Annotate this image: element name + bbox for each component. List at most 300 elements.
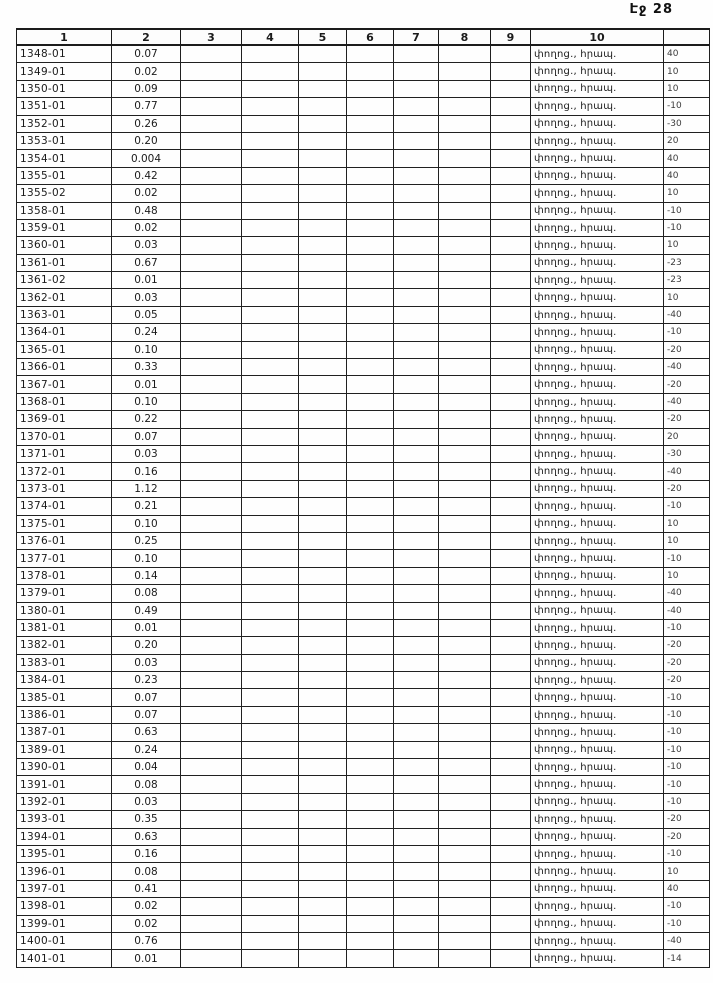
land-use-note-cell: փողոց., հրապ.	[531, 98, 664, 115]
empty-cell	[394, 219, 439, 236]
handwritten-margin-annotation: -20	[664, 411, 710, 428]
area-value-cell: 0.01	[112, 376, 181, 393]
handwritten-margin-annotation: -30	[664, 445, 710, 462]
empty-cell	[347, 376, 394, 393]
table-row	[17, 532, 710, 549]
table-row	[17, 150, 710, 167]
empty-cell	[491, 498, 531, 515]
empty-cell	[439, 254, 491, 271]
table-row	[17, 272, 710, 289]
table-row	[17, 80, 710, 97]
land-use-note-cell: փողոց., հրապ.	[531, 654, 664, 671]
table-row	[17, 811, 710, 828]
land-use-note-cell: փողոց., հրապ.	[531, 463, 664, 480]
empty-cell	[181, 515, 242, 532]
empty-cell	[347, 306, 394, 323]
parcel-id-cell: 1369-01	[17, 411, 112, 428]
parcel-id-cell: 1379-01	[17, 585, 112, 602]
column-header-2: 2	[112, 29, 181, 45]
area-value-cell: 0.63	[112, 724, 181, 741]
land-use-note-cell: փողոց., հրապ.	[531, 793, 664, 810]
parcel-id-cell: 1377-01	[17, 550, 112, 567]
land-use-note-cell: փողոց., հրապ.	[531, 950, 664, 967]
table-row	[17, 289, 710, 306]
empty-cell	[299, 602, 347, 619]
area-value-cell: 0.10	[112, 393, 181, 410]
empty-cell	[242, 306, 299, 323]
handwritten-margin-annotation: -10	[664, 759, 710, 776]
empty-cell	[181, 98, 242, 115]
parcel-id-cell: 1373-01	[17, 480, 112, 497]
handwritten-margin-annotation: -10	[664, 898, 710, 915]
empty-cell	[394, 550, 439, 567]
empty-cell	[347, 463, 394, 480]
parcel-id-cell: 1390-01	[17, 759, 112, 776]
land-use-note-cell: փողոց., հրապ.	[531, 237, 664, 254]
empty-cell	[347, 272, 394, 289]
empty-cell	[439, 602, 491, 619]
empty-cell	[347, 672, 394, 689]
land-use-note-cell: փողոց., հրապ.	[531, 63, 664, 80]
empty-cell	[181, 532, 242, 549]
empty-cell	[181, 167, 242, 184]
empty-cell	[242, 324, 299, 341]
empty-cell	[394, 950, 439, 967]
empty-cell	[347, 550, 394, 567]
empty-cell	[491, 167, 531, 184]
empty-cell	[242, 498, 299, 515]
empty-cell	[242, 515, 299, 532]
table-row	[17, 706, 710, 723]
land-use-note-cell: փողոց., հրապ.	[531, 498, 664, 515]
empty-cell	[394, 724, 439, 741]
column-header-9: 9	[491, 29, 531, 45]
empty-cell	[347, 880, 394, 897]
handwritten-margin-annotation: -23	[664, 272, 710, 289]
empty-cell	[439, 515, 491, 532]
empty-cell	[299, 741, 347, 758]
empty-cell	[299, 428, 347, 445]
empty-cell	[181, 741, 242, 758]
empty-cell	[491, 132, 531, 149]
area-value-cell: 0.21	[112, 498, 181, 515]
empty-cell	[242, 637, 299, 654]
empty-cell	[347, 324, 394, 341]
handwritten-margin-annotation: -10	[664, 98, 710, 115]
empty-cell	[181, 202, 242, 219]
empty-cell	[181, 376, 242, 393]
parcel-id-cell: 1352-01	[17, 115, 112, 132]
empty-cell	[181, 898, 242, 915]
area-value-cell: 0.14	[112, 567, 181, 584]
handwritten-margin-annotation: -10	[664, 741, 710, 758]
empty-cell	[439, 359, 491, 376]
empty-cell	[299, 532, 347, 549]
area-value-cell: 0.24	[112, 324, 181, 341]
empty-cell	[347, 619, 394, 636]
area-value-cell: 0.07	[112, 689, 181, 706]
empty-cell	[242, 115, 299, 132]
empty-cell	[491, 115, 531, 132]
empty-cell	[242, 915, 299, 932]
handwritten-margin-annotation: -10	[664, 619, 710, 636]
empty-cell	[394, 202, 439, 219]
empty-cell	[181, 863, 242, 880]
empty-cell	[181, 324, 242, 341]
empty-cell	[394, 776, 439, 793]
empty-cell	[491, 480, 531, 497]
empty-cell	[242, 845, 299, 862]
table-row	[17, 115, 710, 132]
land-use-note-cell: փողոց., հրապ.	[531, 672, 664, 689]
empty-cell	[242, 532, 299, 549]
empty-cell	[394, 741, 439, 758]
empty-cell	[242, 585, 299, 602]
handwritten-margin-annotation: -23	[664, 254, 710, 271]
land-use-note-cell: փողոց., հրապ.	[531, 932, 664, 949]
empty-cell	[242, 759, 299, 776]
empty-cell	[299, 672, 347, 689]
handwritten-margin-annotation: -20	[664, 376, 710, 393]
parcel-id-cell: 1386-01	[17, 706, 112, 723]
empty-cell	[181, 845, 242, 862]
parcel-id-cell: 1382-01	[17, 637, 112, 654]
table-row	[17, 759, 710, 776]
table-row	[17, 376, 710, 393]
empty-cell	[439, 915, 491, 932]
empty-cell	[242, 463, 299, 480]
empty-cell	[347, 254, 394, 271]
land-use-note-cell: փողոց., հրապ.	[531, 898, 664, 915]
empty-cell	[181, 550, 242, 567]
empty-cell	[299, 828, 347, 845]
empty-cell	[347, 359, 394, 376]
empty-cell	[347, 637, 394, 654]
land-use-note-cell: փողոց., հրապ.	[531, 532, 664, 549]
land-use-note-cell: փողոց., հրապ.	[531, 80, 664, 97]
empty-cell	[394, 45, 439, 63]
empty-cell	[491, 428, 531, 445]
empty-cell	[439, 272, 491, 289]
empty-cell	[242, 428, 299, 445]
empty-cell	[394, 828, 439, 845]
area-value-cell: 0.08	[112, 585, 181, 602]
empty-cell	[347, 428, 394, 445]
area-value-cell: 0.25	[112, 532, 181, 549]
table-row	[17, 359, 710, 376]
empty-cell	[347, 289, 394, 306]
empty-cell	[242, 98, 299, 115]
empty-cell	[347, 115, 394, 132]
empty-cell	[181, 585, 242, 602]
handwritten-margin-annotation: -10	[664, 724, 710, 741]
empty-cell	[439, 185, 491, 202]
empty-cell	[299, 445, 347, 462]
empty-cell	[242, 411, 299, 428]
land-use-note-cell: փողոց., հրապ.	[531, 185, 664, 202]
handwritten-margin-annotation: -14	[664, 950, 710, 967]
empty-cell	[347, 80, 394, 97]
area-value-cell: 0.09	[112, 80, 181, 97]
empty-cell	[491, 411, 531, 428]
empty-cell	[394, 324, 439, 341]
empty-cell	[439, 932, 491, 949]
area-value-cell: 0.01	[112, 619, 181, 636]
empty-cell	[347, 498, 394, 515]
area-value-cell: 0.05	[112, 306, 181, 323]
land-use-note-cell: փողոց., հրապ.	[531, 724, 664, 741]
empty-cell	[299, 619, 347, 636]
area-value-cell: 0.07	[112, 706, 181, 723]
column-header-4: 4	[242, 29, 299, 45]
empty-cell	[181, 724, 242, 741]
empty-cell	[181, 637, 242, 654]
empty-cell	[394, 706, 439, 723]
empty-cell	[347, 150, 394, 167]
handwritten-margin-annotation: -40	[664, 393, 710, 410]
empty-cell	[439, 80, 491, 97]
empty-cell	[299, 654, 347, 671]
land-use-note-cell: փողոց., հրապ.	[531, 167, 664, 184]
empty-cell	[491, 706, 531, 723]
handwritten-margin-annotation: -20	[664, 811, 710, 828]
empty-cell	[242, 793, 299, 810]
area-value-cell: 0.26	[112, 115, 181, 132]
empty-cell	[491, 341, 531, 358]
empty-cell	[439, 567, 491, 584]
empty-cell	[181, 567, 242, 584]
empty-cell	[439, 306, 491, 323]
table-row	[17, 515, 710, 532]
area-value-cell: 0.67	[112, 254, 181, 271]
land-use-note-cell: փողոց., հրապ.	[531, 776, 664, 793]
handwritten-margin-annotation: -40	[664, 585, 710, 602]
handwritten-margin-annotation: -20	[664, 637, 710, 654]
parcel-id-cell: 1359-01	[17, 219, 112, 236]
empty-cell	[242, 776, 299, 793]
empty-cell	[439, 724, 491, 741]
table-row	[17, 498, 710, 515]
empty-cell	[439, 132, 491, 149]
handwritten-margin-annotation: 20	[664, 428, 710, 445]
empty-cell	[439, 115, 491, 132]
land-use-note-cell: փողոց., հրապ.	[531, 759, 664, 776]
empty-cell	[439, 950, 491, 967]
empty-cell	[347, 567, 394, 584]
empty-cell	[347, 776, 394, 793]
empty-cell	[299, 932, 347, 949]
empty-cell	[347, 898, 394, 915]
empty-cell	[394, 63, 439, 80]
empty-cell	[439, 445, 491, 462]
empty-cell	[181, 428, 242, 445]
empty-cell	[394, 567, 439, 584]
empty-cell	[394, 289, 439, 306]
table-row	[17, 324, 710, 341]
empty-cell	[347, 237, 394, 254]
empty-cell	[299, 306, 347, 323]
empty-cell	[299, 185, 347, 202]
area-value-cell: 0.02	[112, 63, 181, 80]
empty-cell	[347, 706, 394, 723]
empty-cell	[242, 724, 299, 741]
area-value-cell: 0.07	[112, 45, 181, 63]
empty-cell	[242, 689, 299, 706]
empty-cell	[491, 272, 531, 289]
parcel-id-cell: 1358-01	[17, 202, 112, 219]
column-header-8: 8	[439, 29, 491, 45]
parcel-id-cell: 1367-01	[17, 376, 112, 393]
page-number-label: Էջ 28	[629, 2, 673, 17]
area-value-cell: 0.10	[112, 341, 181, 358]
empty-cell	[439, 376, 491, 393]
handwritten-margin-annotation: 40	[664, 880, 710, 897]
area-value-cell: 0.20	[112, 637, 181, 654]
table-row	[17, 167, 710, 184]
area-value-cell: 0.03	[112, 237, 181, 254]
area-value-cell: 0.02	[112, 898, 181, 915]
empty-cell	[181, 237, 242, 254]
empty-cell	[394, 359, 439, 376]
empty-cell	[299, 115, 347, 132]
empty-cell	[491, 98, 531, 115]
empty-cell	[181, 950, 242, 967]
empty-cell	[439, 237, 491, 254]
parcel-id-cell: 1374-01	[17, 498, 112, 515]
empty-cell	[394, 637, 439, 654]
empty-cell	[299, 45, 347, 63]
parcel-id-cell: 1397-01	[17, 880, 112, 897]
registry-table	[16, 28, 710, 968]
empty-cell	[491, 880, 531, 897]
parcel-id-cell: 1370-01	[17, 428, 112, 445]
parcel-id-cell: 1376-01	[17, 532, 112, 549]
empty-cell	[181, 480, 242, 497]
empty-cell	[394, 428, 439, 445]
empty-cell	[347, 515, 394, 532]
empty-cell	[299, 463, 347, 480]
table-row	[17, 741, 710, 758]
empty-cell	[299, 567, 347, 584]
parcel-id-cell: 1355-01	[17, 167, 112, 184]
empty-cell	[347, 445, 394, 462]
empty-cell	[439, 498, 491, 515]
empty-cell	[439, 637, 491, 654]
empty-cell	[242, 63, 299, 80]
area-value-cell: 0.33	[112, 359, 181, 376]
column-header-7: 7	[394, 29, 439, 45]
empty-cell	[439, 619, 491, 636]
handwritten-margin-annotation: 10	[664, 289, 710, 306]
area-value-cell: 0.16	[112, 463, 181, 480]
empty-cell	[439, 219, 491, 236]
empty-cell	[299, 498, 347, 515]
empty-cell	[439, 411, 491, 428]
table-row	[17, 724, 710, 741]
empty-cell	[491, 324, 531, 341]
empty-cell	[181, 132, 242, 149]
parcel-id-cell: 1353-01	[17, 132, 112, 149]
empty-cell	[347, 532, 394, 549]
empty-cell	[347, 393, 394, 410]
handwritten-margin-annotation: -20	[664, 672, 710, 689]
empty-cell	[491, 359, 531, 376]
empty-cell	[347, 480, 394, 497]
empty-cell	[347, 828, 394, 845]
empty-cell	[491, 932, 531, 949]
empty-cell	[299, 585, 347, 602]
empty-cell	[491, 254, 531, 271]
empty-cell	[347, 724, 394, 741]
empty-cell	[181, 306, 242, 323]
empty-cell	[347, 915, 394, 932]
area-value-cell: 0.63	[112, 828, 181, 845]
parcel-id-cell: 1387-01	[17, 724, 112, 741]
parcel-id-cell: 1396-01	[17, 863, 112, 880]
empty-cell	[394, 341, 439, 358]
empty-cell	[491, 689, 531, 706]
empty-cell	[181, 219, 242, 236]
empty-cell	[347, 219, 394, 236]
land-use-note-cell: փողոց., հրապ.	[531, 689, 664, 706]
column-header-5: 5	[299, 29, 347, 45]
empty-cell	[439, 341, 491, 358]
table-row	[17, 898, 710, 915]
parcel-id-cell: 1378-01	[17, 567, 112, 584]
empty-cell	[299, 845, 347, 862]
empty-cell	[242, 237, 299, 254]
handwritten-margin-annotation: -20	[664, 654, 710, 671]
empty-cell	[394, 150, 439, 167]
empty-cell	[394, 254, 439, 271]
empty-cell	[439, 532, 491, 549]
area-value-cell: 0.35	[112, 811, 181, 828]
empty-cell	[394, 880, 439, 897]
table-header-row	[17, 29, 710, 45]
land-use-note-cell: փողոց., հրապ.	[531, 445, 664, 462]
parcel-id-cell: 1350-01	[17, 80, 112, 97]
handwritten-margin-annotation: -40	[664, 463, 710, 480]
empty-cell	[491, 863, 531, 880]
empty-cell	[347, 585, 394, 602]
empty-cell	[242, 45, 299, 63]
empty-cell	[394, 793, 439, 810]
parcel-id-cell: 1351-01	[17, 98, 112, 115]
table-body	[17, 45, 710, 967]
empty-cell	[439, 880, 491, 897]
empty-cell	[347, 185, 394, 202]
empty-cell	[491, 63, 531, 80]
table-row	[17, 863, 710, 880]
empty-cell	[242, 202, 299, 219]
area-value-cell: 0.49	[112, 602, 181, 619]
table-row	[17, 445, 710, 462]
empty-cell	[299, 880, 347, 897]
empty-cell	[299, 341, 347, 358]
empty-cell	[181, 602, 242, 619]
handwritten-margin-annotation: -40	[664, 359, 710, 376]
table-row	[17, 672, 710, 689]
empty-cell	[181, 915, 242, 932]
empty-cell	[299, 272, 347, 289]
empty-cell	[439, 289, 491, 306]
table-row	[17, 654, 710, 671]
empty-cell	[347, 793, 394, 810]
empty-cell	[439, 480, 491, 497]
table-row	[17, 932, 710, 949]
empty-cell	[299, 689, 347, 706]
empty-cell	[491, 637, 531, 654]
